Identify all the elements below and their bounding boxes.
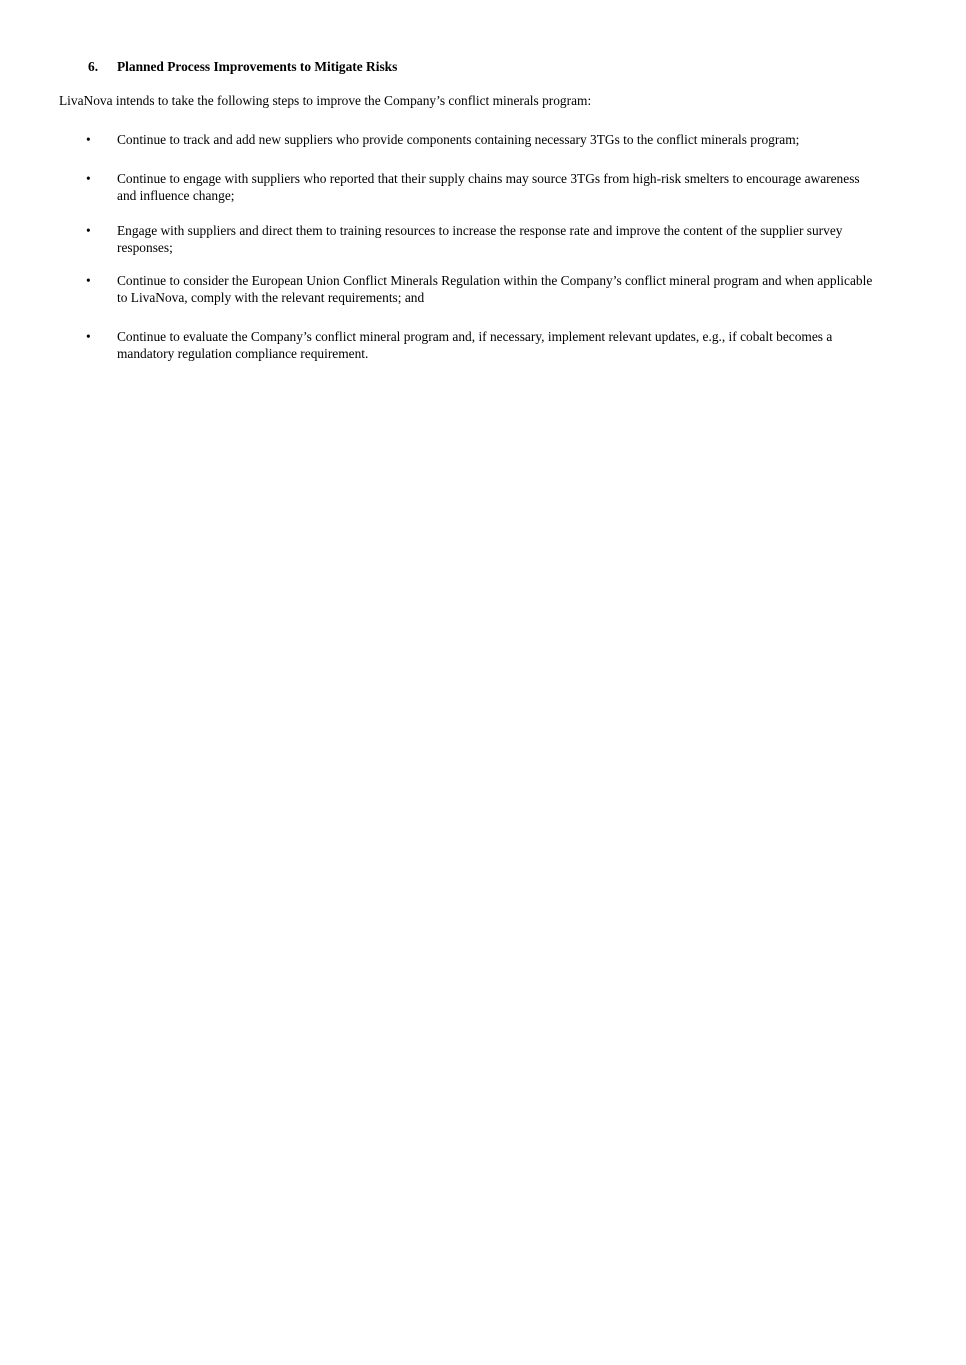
bullet-icon: • [86, 132, 91, 147]
section-heading [88, 59, 397, 76]
bullet-icon: • [86, 223, 91, 238]
list-item-text: Continue to engage with suppliers who reported that their supply chains may source 3TGs from high-risk smelters to encourage awareness and influence change; [117, 171, 860, 203]
bullet-icon: • [86, 329, 91, 344]
list-item-text: Continue to evaluate the Company’s conflict mineral program and, if necessary, implement relevant updates, e.g., if cobalt becomes a mandatory regulation compliance requirement. [117, 329, 833, 361]
list-item-text: Continue to track and add new suppliers who provide components containing necessary 3TGs to the conflict minerals program; [117, 132, 800, 147]
section-number: 6. [88, 59, 99, 74]
list-item-text: Continue to consider the European Union Conflict Minerals Regulation within the Company’s conflict mineral program and when applicable to LivaNova, comply with the relevant requirements; and [117, 273, 873, 305]
list-item-text: Engage with suppliers and direct them to training resources to increase the response rate and improve the content of the supplier survey responses; [117, 223, 843, 255]
intro-paragraph: LivaNova intends to take the following steps to improve the Company’s conflict minerals program: [59, 93, 592, 108]
bullet-icon: • [86, 171, 91, 186]
bullet-icon: • [86, 273, 91, 288]
section-title: Planned Process Improvements to Mitigate Risks [117, 59, 398, 74]
